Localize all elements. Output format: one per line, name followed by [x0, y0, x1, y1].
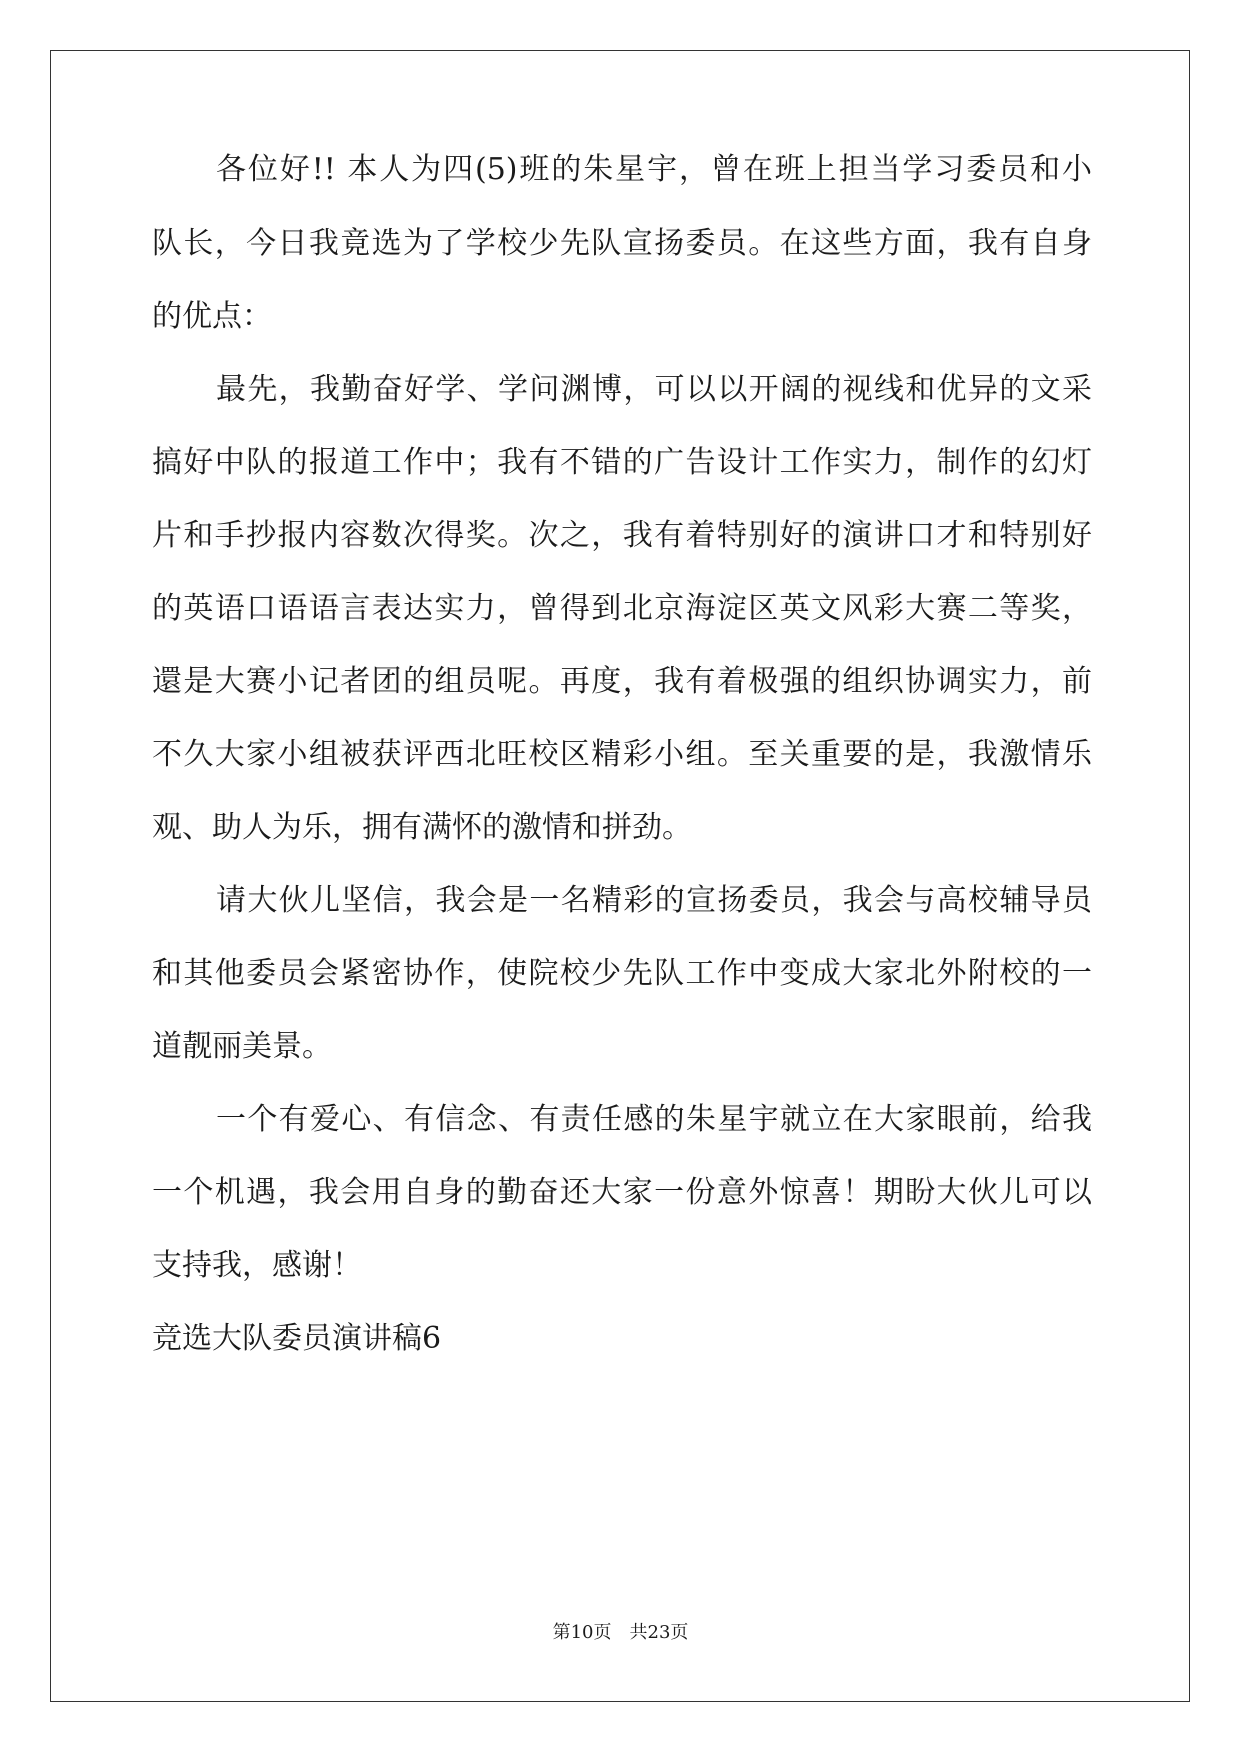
paragraph-2-line-1: 最先，我勤奋好学、学问渊博，可以以开阔的视线和优异的文采 — [216, 372, 1092, 407]
paragraph-1-line-3: 的优点： — [152, 299, 272, 334]
page-number: 第10页 共23页 — [552, 1622, 689, 1643]
section-heading: 竞选大队委员演讲稿6 — [152, 1321, 442, 1356]
page-border — [50, 50, 1190, 1702]
paragraph-4-line-2: 一个机遇，我会用自身的勤奋还大家一份意外惊喜！期盼大伙儿可以 — [152, 1175, 1092, 1210]
paragraph-2-line-5: 還是大赛小记者团的组员呢。再度，我有着极强的组织协调实力，前 — [152, 664, 1092, 699]
paragraph-1-line-1: 各位好!! 本人为四(5)班的朱星宇，曾在班上担当学习委员和小 — [216, 152, 1092, 187]
paragraph-3-line-3: 道靓丽美景。 — [152, 1029, 332, 1064]
paragraph-2-line-7: 观、助人为乐，拥有满怀的激情和拼劲。 — [152, 810, 692, 845]
paragraph-2-line-3: 片和手抄报内容数次得奖。次之，我有着特别好的演讲口才和特别好 — [152, 518, 1092, 553]
paragraph-2-line-2: 搞好中队的报道工作中；我有不错的广告设计工作实力，制作的幻灯 — [152, 445, 1092, 480]
page-footer — [0, 1618, 1241, 1644]
paragraph-2-line-4: 的英语口语语言表达实力，曾得到北京海淀区英文风彩大赛二等奖， — [152, 591, 1092, 626]
paragraph-4-line-3: 支持我，感谢！ — [152, 1248, 362, 1283]
paragraph-2-line-6: 不久大家小组被获评西北旺校区精彩小组。至关重要的是，我激情乐 — [152, 737, 1092, 772]
paragraph-4-line-1: 一个有爱心、有信念、有责任感的朱星宇就立在大家眼前，给我 — [216, 1102, 1092, 1137]
paragraph-1-line-2: 队长，今日我竟选为了学校少先队宣扬委员。在这些方面，我有自身 — [152, 226, 1092, 261]
paragraph-3-line-1: 请大伙儿坚信，我会是一名精彩的宣扬委员，我会与高校辅导员 — [216, 883, 1092, 918]
paragraph-3-line-2: 和其他委员会紧密协作，使院校少先队工作中变成大家北外附校的一 — [152, 956, 1092, 991]
